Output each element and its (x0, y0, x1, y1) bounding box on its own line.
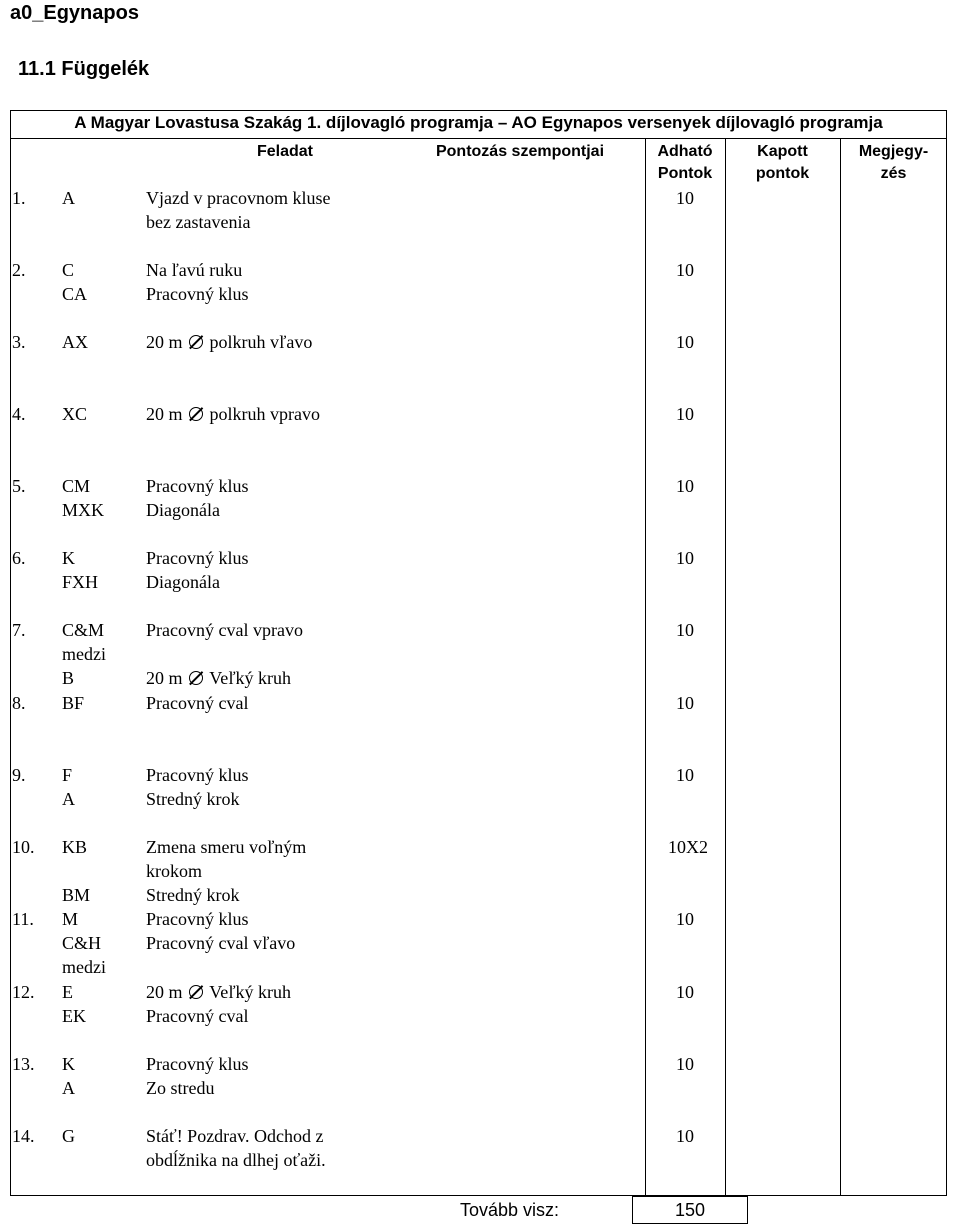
column-divider (725, 138, 726, 1196)
row-number: 14. (12, 1126, 35, 1146)
row-position: KB (62, 837, 88, 857)
row-task: Pracovný klus (146, 284, 249, 304)
row-position: B (62, 668, 75, 688)
row-number: 2. (12, 260, 26, 280)
row-task: Pracovný cval (146, 693, 249, 713)
row-points: 10 (676, 765, 694, 785)
task-distance: 20 m (146, 404, 183, 424)
diameter-icon (189, 407, 203, 421)
row-position: FXH (62, 572, 99, 592)
row-task: bez zastavenia (146, 212, 251, 232)
row-task (146, 666, 291, 690)
row-points: 10 (676, 260, 694, 280)
row-position: M (62, 909, 79, 929)
document-title: a0_Egynapos (10, 2, 139, 24)
row-number: 11. (12, 909, 34, 929)
row-task: Na ľavú ruku (146, 260, 243, 280)
row-position: medzi (62, 644, 106, 664)
header-megjegyzes (840, 141, 947, 185)
row-task (146, 330, 312, 354)
row-number: 5. (12, 476, 26, 496)
row-position: A (62, 789, 75, 809)
task-figure: Veľký kruh (209, 668, 292, 688)
task-distance: 20 m (146, 668, 183, 688)
row-number: 3. (12, 332, 26, 352)
row-task: Diagonála (146, 500, 220, 520)
header-feladat: Feladat (256, 143, 313, 160)
diameter-icon (189, 335, 203, 349)
row-position: K (62, 1054, 75, 1074)
program-title: A Magyar Lovastusa Szakág 1. díjlovagló programja – AO Egynapos versenyek díjlovagló programja (74, 113, 883, 132)
row-points: 10 (676, 476, 694, 496)
section-title: 11.1 Függelék (18, 58, 150, 80)
row-number: 10. (12, 837, 35, 857)
row-task: Zo stredu (146, 1078, 215, 1098)
column-divider (840, 138, 841, 1196)
row-position: K (62, 548, 75, 568)
table-divider (10, 138, 947, 139)
row-points: 10 (676, 620, 694, 640)
row-position: MXK (62, 500, 105, 520)
row-task: Pracovný klus (146, 909, 249, 929)
row-number: 13. (12, 1054, 35, 1074)
row-task: Pracovný klus (146, 1054, 249, 1074)
row-number: 9. (12, 765, 26, 785)
row-task: Stáť! Pozdrav. Odchod z (146, 1126, 324, 1146)
row-points: 10 (676, 982, 694, 1002)
row-position: medzi (62, 957, 106, 977)
row-position: C&H (62, 933, 102, 953)
row-task: obdĺžnika na dlhej oťaži. (146, 1150, 326, 1170)
row-position: BM (62, 885, 91, 905)
row-number: 8. (12, 693, 26, 713)
carry-over-label: Tovább visz: (460, 1200, 560, 1220)
header-adhato-line2: Pontok (657, 165, 713, 182)
task-figure: Veľký kruh (209, 982, 292, 1002)
row-task: Stredný krok (146, 885, 240, 905)
row-position: G (62, 1126, 75, 1146)
header-kapott-line2: pontok (755, 165, 810, 182)
row-task: Diagonála (146, 572, 220, 592)
header-megj-line2: zés (880, 165, 907, 182)
row-points: 10 (676, 404, 694, 424)
row-position: E (62, 982, 73, 1002)
row-position: A (62, 1078, 75, 1098)
row-number: 12. (12, 982, 35, 1002)
row-position: XC (62, 404, 88, 424)
task-figure: polkruh vľavo (209, 332, 313, 352)
row-points: 10 (676, 1054, 694, 1074)
header-kapott (725, 141, 840, 185)
row-points: 10X2 (668, 837, 708, 857)
row-position: C&M (62, 620, 105, 640)
row-task: Pracovný klus (146, 476, 249, 496)
row-points: 10 (676, 693, 694, 713)
header-pontozas: Pontozás szempontjai (435, 143, 605, 160)
row-number: 4. (12, 404, 26, 424)
header-kapott-line1: Kapott (757, 143, 808, 160)
row-points: 10 (676, 1126, 694, 1146)
row-task: krokom (146, 861, 202, 881)
row-task: Pracovný cval (146, 1006, 249, 1026)
row-position: F (62, 765, 73, 785)
header-megj-line1: Megjegy- (858, 143, 929, 160)
row-task (146, 402, 320, 426)
header-adhato-line1: Adható (657, 143, 713, 160)
row-task (146, 980, 291, 1004)
row-task: Zmena smeru voľným (146, 837, 307, 857)
row-position: BF (62, 693, 85, 713)
row-position: C (62, 260, 75, 280)
row-task: Pracovný cval vľavo (146, 933, 296, 953)
row-points: 10 (676, 332, 694, 352)
row-position: CM (62, 476, 91, 496)
row-points: 10 (676, 909, 694, 929)
row-task: Pracovný klus (146, 765, 249, 785)
row-points: 10 (676, 548, 694, 568)
row-task: Stredný krok (146, 789, 240, 809)
row-number: 7. (12, 620, 26, 640)
task-distance: 20 m (146, 332, 183, 352)
diameter-icon (189, 671, 203, 685)
row-points: 10 (676, 188, 694, 208)
column-divider (645, 138, 646, 1196)
task-distance: 20 m (146, 982, 183, 1002)
row-number: 1. (12, 188, 26, 208)
carry-over-value: 150 (674, 1200, 706, 1220)
header-adhato (645, 141, 725, 185)
task-figure: polkruh vpravo (209, 404, 320, 424)
row-position: A (62, 188, 75, 208)
row-number: 6. (12, 548, 26, 568)
row-position: CA (62, 284, 88, 304)
row-task: Vjazd v pracovnom kluse (146, 188, 331, 208)
row-position: EK (62, 1006, 86, 1026)
row-position: AX (62, 332, 88, 352)
row-task: Pracovný cval vpravo (146, 620, 303, 640)
row-task: Pracovný klus (146, 548, 249, 568)
diameter-icon (189, 985, 203, 999)
